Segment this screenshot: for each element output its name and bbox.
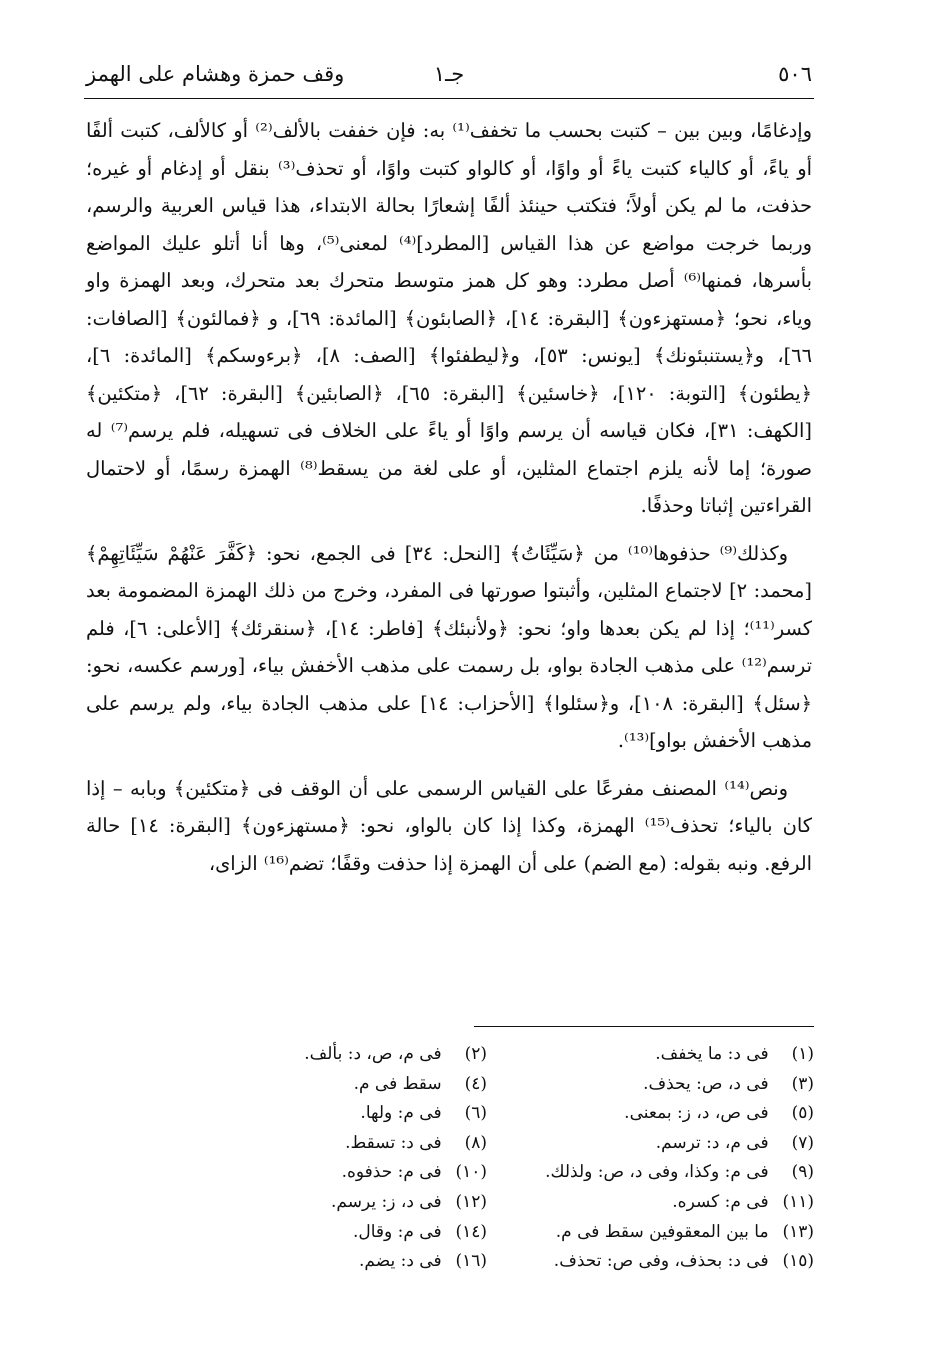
- footnote-number: (٣): [791, 1073, 814, 1094]
- footnote-text: سقط فى م.: [353, 1073, 442, 1094]
- running-header: [86, 62, 812, 96]
- footnote-number: (١): [791, 1044, 814, 1064]
- footnote-number: (٦): [464, 1103, 487, 1124]
- volume-label: جـ١: [433, 62, 465, 86]
- footnote-12: [180, 1188, 487, 1218]
- footnote-6: [180, 1099, 487, 1129]
- footnotes: [180, 1040, 814, 1277]
- footnote-14: [180, 1218, 487, 1248]
- footnote-1: [507, 1040, 814, 1070]
- footnote-text: فى م: حذفوه.: [341, 1162, 442, 1183]
- footnote-9: [507, 1158, 814, 1188]
- footnote-number: (١٣): [782, 1221, 814, 1242]
- footnote-7: [507, 1129, 814, 1159]
- footnote-number: (٤): [464, 1073, 487, 1094]
- footnote-text: فى د: ما يخفف.: [655, 1044, 769, 1064]
- footnote-text: فى د: يضم.: [359, 1251, 442, 1272]
- footnote-text: فى م، د: ترسم.: [655, 1132, 769, 1153]
- footnote-text: فى د: بحذف، وفى ص: تحذف.: [553, 1251, 769, 1272]
- header-divider: [84, 98, 814, 99]
- footnote-5: [507, 1099, 814, 1129]
- footnote-text: ما بين المعقوفين سقط فى م.: [555, 1221, 769, 1242]
- footnote-text: فى م: كسره.: [672, 1191, 769, 1212]
- page-number: ٥٠٦: [778, 62, 812, 86]
- footnote-11: [507, 1188, 814, 1218]
- footnote-16: [180, 1247, 487, 1277]
- footnote-number: (١١): [782, 1191, 814, 1212]
- footnote-number: (٧): [791, 1132, 814, 1153]
- footnote-number: (١٦): [455, 1251, 487, 1272]
- footnote-text: فى م: وقال.: [352, 1221, 442, 1242]
- footnote-4: [180, 1070, 487, 1100]
- footnote-number: (٢): [464, 1044, 487, 1064]
- footnote-number: (١٠): [455, 1162, 487, 1183]
- paragraph-1: وإدغامًا، وبين بين – كتبت بحسب ما تخفف⁽¹⁾ به: فإن خففت بالألف⁽²⁾ أو كالألف، كتبت ألفًا أو ياءً، أو كالياء كتبت ياءً أو واوًا، أو كالواو كتبت واوًا، أو تحذف⁽³⁾ بنقل أو إدغام أو غيره؛ حذفت، ما لم يكن أولاً؛ فتكتب حينئذ ألفًا إشعارًا بحالة الابتداء، هذا قياس العربية والرسم، وربما خرجت مواضع عن هذا القياس [المطرد]⁽⁴⁾ لمعنى⁽⁵⁾، وها أنا أتلو عليك المواضع بأسرها، فمنها⁽⁶⁾ أصل مطرد: وهو كل همز متوسط متحرك بعد متحرك، وبعد الهمزة واو وياء، نحو؛ ﴿مستهزءون﴾ [البقرة: ١٤]، ﴿الصابئون﴾ [المائدة: ٦٩]، و ﴿فمالئون﴾ [الصافات: ٦٦]، و﴿يستنبئونك﴾ [يونس: ٥٣]، و﴿ليطفئوا﴾ [الصف: ٨]، ﴿برءوسكم﴾ [المائدة: ٦]، ﴿يطئون﴾ [التوبة: ١٢٠]، ﴿خاسئين﴾ [البقرة: ٦٥]، ﴿الصابئين﴾ [البقرة: ٦٢]، ﴿متكئين﴾ [الكهف: ٣١]، فكان قياسه أن يرسم واوًا أو ياءً على الخلاف فى تسهيله، فلم يرسم⁽⁷⁾ له صورة؛ إما لأنه يلزم اجتماع المثلين، أو على لغة من يسقط⁽⁸⁾ الهمزة رسمًا، أو لاحتمال القراءتين إثباتا وحذفًا.: [86, 119, 813, 517]
- footnote-3: [507, 1070, 814, 1100]
- running-title: وقف حمزة وهشام على الهمز: [86, 62, 345, 86]
- footnote-number: (٨): [464, 1132, 487, 1153]
- paragraph-3: ونص⁽¹⁴⁾ المصنف مفرعًا على القياس الرسمى على أن الوقف فى ﴿متكئين﴾ وبابه – إذا كان بالياء؛ تحذف⁽¹⁵⁾ الهمزة، وكذا إذا كان بالواو، نحو: ﴿مستهزءون﴾ [البقرة: ١٤] حالة الرفع. ونبه بقوله: (مع الضم) على أن الهمزة إذا حذفت وقفًا؛ تضم⁽¹⁶⁾ الزاى،: [86, 776, 813, 875]
- footnote-number: (١٤): [455, 1221, 487, 1242]
- footnote-13: [507, 1218, 814, 1248]
- footnote-text: فى د: تسقط.: [345, 1132, 442, 1153]
- footnote-15: [507, 1247, 814, 1277]
- footnote-text: فى ص، د، ز: بمعنى.: [624, 1103, 769, 1124]
- footnote-number: (١٢): [455, 1191, 487, 1212]
- footnote-10: [180, 1158, 487, 1188]
- footnote-text: فى م: وكذا، وفى د، ص: ولذلك.: [545, 1162, 769, 1183]
- footnote-number: (٩): [791, 1162, 814, 1183]
- main-text: [86, 112, 812, 882]
- paragraph-2: وكذلك⁽⁹⁾ حذفوها⁽¹⁰⁾ من ﴿سَيِّئَاتُ﴾ [النحل: ٣٤] فى الجمع، نحو: ﴿كَفَّرَ عَنْهُمْ سَيِّئَاتِهِمْ﴾ [محمد: ٢] لاجتماع المثلين، وأثبتوا صورتها فى المفرد، وخرج من ذلك الهمزة المضمومة بعد كسر⁽¹¹⁾؛ إذا لم يكن بعدها واو؛ نحو: ﴿ولأنبئك﴾ [فاطر: ١٤]، ﴿سنقرئك﴾ [الأعلى: ٦]، فلم ترسم⁽¹²⁾ على مذهب الجادة بواو، بل رسمت على مذهب الأخفش بياء، [ورسم عكسه، نحو: ﴿سئل﴾ [البقرة: ١٠٨]، و﴿سئلوا﴾ [الأحزاب: ١٤] على مذهب الجادة بياء، ولم يرسم على مذهب الأخفش بواو]⁽¹³⁾.: [86, 541, 812, 752]
- footnote-text: فى د، ز: يرسم.: [331, 1191, 442, 1212]
- footnote-text: فى د، ص: يحذف.: [643, 1073, 769, 1094]
- footnote-8: [180, 1129, 487, 1159]
- footnote-number: (٥): [791, 1103, 814, 1124]
- footnote-2: [180, 1040, 487, 1070]
- footnote-divider: [474, 1026, 814, 1027]
- footnote-text: فى م، ص، د: بألف.: [304, 1044, 442, 1064]
- footnote-text: فى م: ولها.: [360, 1103, 442, 1124]
- footnote-number: (١٥): [782, 1251, 814, 1272]
